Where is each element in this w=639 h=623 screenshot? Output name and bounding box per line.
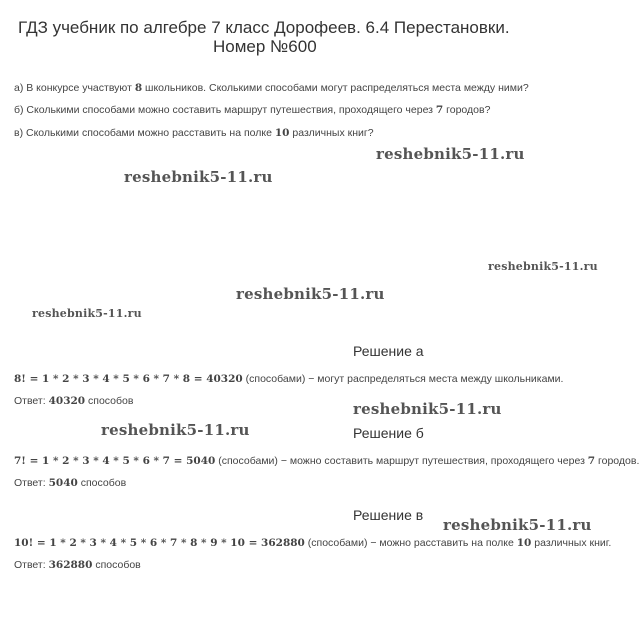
solution-c-answer bbox=[14, 559, 141, 571]
answer-label: Ответ: bbox=[14, 395, 49, 407]
watermark: reshebnik5-11.ru bbox=[236, 285, 385, 303]
question-c-number: 10 bbox=[274, 127, 290, 139]
page-title-line2: Номер №600 bbox=[213, 37, 317, 56]
answer-value: 362880 bbox=[48, 559, 93, 571]
solution-b-text bbox=[14, 455, 639, 467]
question-c-text: в) Сколькими способами можно расставить на полке bbox=[14, 127, 275, 139]
answer-value: 5040 bbox=[48, 477, 78, 489]
question-a-text: а) В конкурсе участвуют bbox=[14, 82, 135, 94]
watermark: reshebnik5-11.ru bbox=[32, 307, 142, 320]
solution-c-number: 10 bbox=[516, 537, 532, 549]
solution-b-answer bbox=[14, 477, 126, 489]
question-c-text-end: различных книг? bbox=[289, 127, 374, 139]
page-title-line1: ГДЗ учебник по алгебре 7 класс Дорофеев. 6.4 Перестановки. bbox=[18, 18, 510, 37]
solution-b-explanation-end: городов. bbox=[595, 455, 639, 467]
solution-a-heading: Решение а bbox=[353, 343, 424, 359]
solution-b-formula: 7! = 1 * 2 * 3 * 4 * 5 * 6 * 7 = 5040 bbox=[14, 455, 216, 467]
solution-c-explanation-end: различных книг. bbox=[531, 537, 612, 549]
watermark: reshebnik5-11.ru bbox=[376, 145, 525, 163]
watermark: reshebnik5-11.ru bbox=[488, 260, 598, 273]
question-b-text: б) Сколькими способами можно составить маршрут путешествия, проходящего через bbox=[14, 104, 436, 116]
solution-c-formula: 10! = 1 * 2 * 3 * 4 * 5 * 6 * 7 * 8 * 9 * 10 = 362880 bbox=[14, 537, 305, 549]
answer-label: Ответ: bbox=[14, 477, 49, 489]
question-c bbox=[14, 127, 374, 139]
answer-unit: способов bbox=[77, 477, 127, 489]
solution-a-formula: 8! = 1 * 2 * 3 * 4 * 5 * 6 * 7 * 8 = 40320 bbox=[14, 373, 243, 385]
answer-unit: способов bbox=[92, 559, 141, 571]
solution-b-heading: Решение б bbox=[353, 425, 424, 441]
watermark: reshebnik5-11.ru bbox=[101, 421, 250, 439]
solution-c-text bbox=[14, 537, 611, 549]
watermark: reshebnik5-11.ru bbox=[124, 168, 273, 186]
question-b-number: 7 bbox=[435, 104, 444, 116]
watermark: reshebnik5-11.ru bbox=[353, 400, 502, 418]
solution-b-explanation: (способами) − можно составить маршрут путешествия, проходящего через bbox=[215, 455, 588, 467]
answer-unit: способов bbox=[85, 395, 134, 407]
question-a-number: 8 bbox=[134, 82, 143, 94]
question-a bbox=[14, 82, 529, 94]
watermark: reshebnik5-11.ru bbox=[443, 516, 592, 534]
solution-b-number: 7 bbox=[587, 455, 596, 467]
question-b bbox=[14, 104, 490, 116]
answer-value: 40320 bbox=[48, 395, 86, 407]
solution-a-text bbox=[14, 373, 563, 385]
answer-label: Ответ: bbox=[14, 559, 49, 571]
question-b-text-end: городов? bbox=[443, 104, 491, 116]
solution-a-explanation: (способами) − могут распределяться места между школьниками. bbox=[242, 373, 564, 385]
solution-c-heading: Решение в bbox=[353, 507, 424, 523]
solution-c-explanation: (способами) − можно расставить на полке bbox=[304, 537, 517, 549]
solution-a-answer bbox=[14, 395, 133, 407]
question-a-text-end: школьников. Сколькими способами могут распределяться места между ними? bbox=[142, 82, 529, 94]
